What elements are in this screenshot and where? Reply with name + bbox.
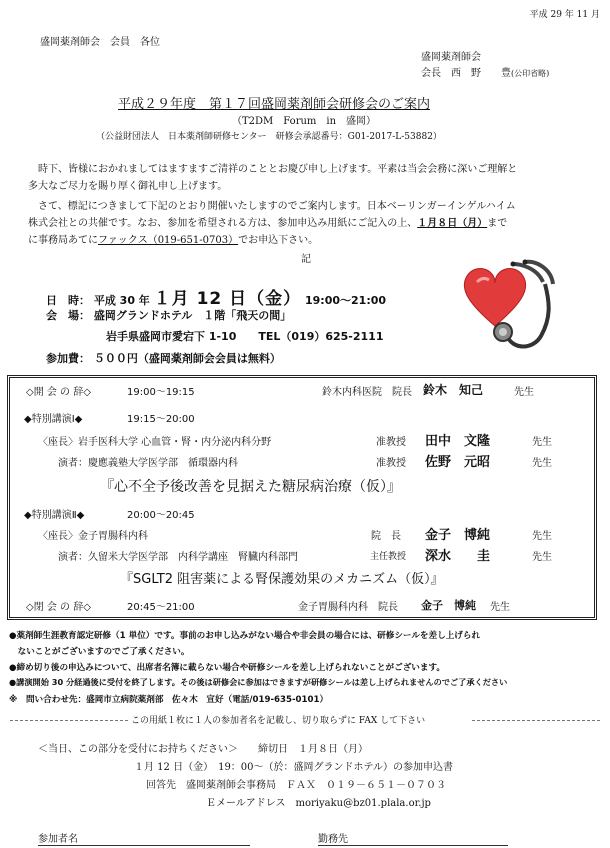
lecture1-label: ◆特別講演Ⅰ◆ [24, 414, 83, 425]
chair1-name: 田中 文隆 [425, 434, 491, 449]
lecture1-time: 19:15～20:00 [127, 414, 195, 425]
participant-label: 参加者名 [38, 834, 78, 845]
event-venue-label: 会 場： [46, 309, 90, 322]
body-p1a: 時下、皆様におかれましてはますますご清祥のこととお慶び申し上げます。平素は当会会務に深いご理解と [38, 164, 518, 175]
cut-line-right [472, 720, 600, 721]
page-subtitle: （T2DM Forum in 盛岡） [232, 116, 377, 127]
opening-org: 鈴木内科医院 院長 [322, 387, 412, 398]
form-line2: １月 12 日（金） 19：00～（於：盛岡グランドホテル）の参加申込書 [134, 762, 454, 773]
workplace-field-line[interactable] [318, 845, 508, 846]
event-date-main: １月 12 日（金） [153, 289, 302, 309]
event-venue: 盛岡グランドホテル １階「飛天の間」 [93, 309, 292, 322]
cut-line-left [10, 720, 128, 721]
note-2: ●締め切り後の申込みについて、出席者名簿に載らない場合や研修シールを差し上げられないことがございます。 [9, 663, 445, 673]
speaker2: 演者：久留米大学医学部 内科学講座 腎臓内科部門 [58, 552, 298, 563]
speaker1: 演者：慶應義塾大学医学部 循環器内科 [58, 458, 238, 469]
chair2-title: 先生 [532, 531, 552, 542]
speaker2-title: 先生 [532, 552, 552, 563]
body-p2c-pre: に事務局あてに [28, 235, 98, 246]
event-date-label: 日 時： [46, 294, 90, 307]
speaker1-pos: 准教授 [376, 458, 406, 469]
event-date-pre: 平成 30 年 [93, 294, 150, 307]
chair1-title: 先生 [532, 437, 552, 448]
chair2-name: 金子 博純 [425, 528, 491, 543]
participant-field-line[interactable] [38, 845, 250, 846]
speaker1-title: 先生 [532, 458, 552, 469]
page-title: 平成２９年度 第１７回盛岡薬剤師会研修会のご案内 [118, 97, 431, 112]
form-line3: 回答先 盛岡薬剤師会事務局 ＦＡＸ ０１９－６５１－０７０３ [146, 780, 446, 791]
sender-org: 盛岡薬剤師会 [421, 52, 481, 63]
body-p2b [28, 214, 507, 229]
cut-line-text: この用紙１枚に１人の参加者名を記載し、切り取らずに FAX して下さい [131, 716, 426, 726]
body-p1b: 多大なご尽力を賜り厚く御礼申し上げます。 [28, 181, 228, 192]
opening-time: 19:00～19:15 [127, 387, 195, 398]
event-fee-label: 参加費： [46, 352, 90, 365]
event-venue-row [46, 307, 291, 323]
speaker2-name: 深水 圭 [425, 549, 491, 564]
event-date-time: 19:00～21:00 [305, 294, 387, 307]
chair2: 〈座長〉金子胃腸科内科 [38, 531, 148, 542]
opening-label: ◇開 会 の 辞◇ [26, 387, 91, 398]
note-3: ●講演開始 30 分経過後に受付を終了します。その後は研修会に参加はできますが研修シールは差し上げられませんのでご了承ください [9, 677, 508, 687]
body-p2a: さて、標記につきまして下記のとおり開催いたしますのでご案内します。日本ベーリンガーインゲルハイム [38, 201, 516, 212]
ki-mark: 記 [301, 254, 311, 265]
closing-time: 20:45～21:00 [127, 602, 195, 613]
event-date-row [46, 284, 386, 309]
deadline-highlight: １月８日（月） [417, 218, 488, 229]
event-fee: ５００円（盛岡薬剤師会会員は無料） [93, 352, 281, 365]
body-p2c [28, 231, 318, 246]
event-fee-row [46, 350, 281, 366]
closing-org: 金子胃腸科内科 院長 [298, 602, 398, 613]
workplace-label: 勤務先 [318, 834, 348, 845]
chair1: 〈座長〉岩手医科大学 心血管・腎・内分泌内科分野 [38, 437, 272, 448]
chair2-pos: 院 長 [371, 531, 401, 542]
form-line1: ＜当日、この部分を受付にお持ちください＞ 締切日 １月８日（月） [38, 744, 368, 755]
sender-name-text: 会長 西 野 豊 [421, 68, 511, 79]
event-address: 岩手県盛岡市愛宕下 1-10 TEL（019）625-2111 [106, 330, 384, 343]
heart-stethoscope-icon [455, 258, 575, 363]
accreditation: （公益財団法人 日本薬剤師研修センター 研修会承認番号：G01-2017-L-53882） [96, 132, 442, 142]
closing-name: 金子 博純 [421, 599, 476, 612]
sender-name [421, 64, 549, 79]
speaker1-name: 佐野 元昭 [425, 455, 491, 470]
note-1: ●薬剤師生涯教育認定研修（1 単位）です。事前のお申し込みがない場合や非会員の場合には、研修シールを差し上げられ [9, 631, 481, 641]
form-line4: Ｅメールアドレス moriyaku@bz01.plala.or.jp [206, 798, 431, 809]
chair1-pos: 准教授 [376, 437, 406, 448]
issue-date: 平成 29 年 11 月 [529, 10, 600, 20]
lecture2-label: ◆特別講演Ⅱ◆ [24, 510, 85, 521]
body-p2b-pre: 株式会社との共催です。なお、参加を希望される方は、参加申込み用紙にご記入の上、 [28, 218, 418, 229]
opening-title: 先生 [514, 387, 534, 398]
addressee: 盛岡薬剤師会 会員 各位 [40, 37, 160, 48]
topic1: 『心不全予後改善を見据えた糖尿病治療（仮）』 [100, 479, 401, 495]
fax-highlight: ファックス（019-651-0703） [98, 235, 239, 246]
lecture2-time: 20:00～20:45 [127, 510, 195, 521]
sender-note: (公印省略) [511, 69, 550, 78]
body-p2b-post: まで [487, 218, 508, 229]
speaker2-pos: 主任教授 [370, 552, 407, 562]
opening-name: 鈴木 知己 [423, 383, 484, 397]
topic2: 『SGLT2 阻害薬による腎保護効果のメカニズム（仮）』 [120, 572, 444, 587]
body-p2c-post: でお申込下さい。 [238, 235, 319, 246]
closing-label: ◇閉 会 の 辞◇ [26, 602, 91, 613]
note-4: ※ 問い合わせ先：盛岡市立病院薬剤部 佐々木 宣好（電話/019-635-0101） [9, 695, 329, 705]
closing-title: 先生 [490, 602, 510, 613]
note-1b: ないことがございますのでご了承ください。 [9, 647, 190, 657]
